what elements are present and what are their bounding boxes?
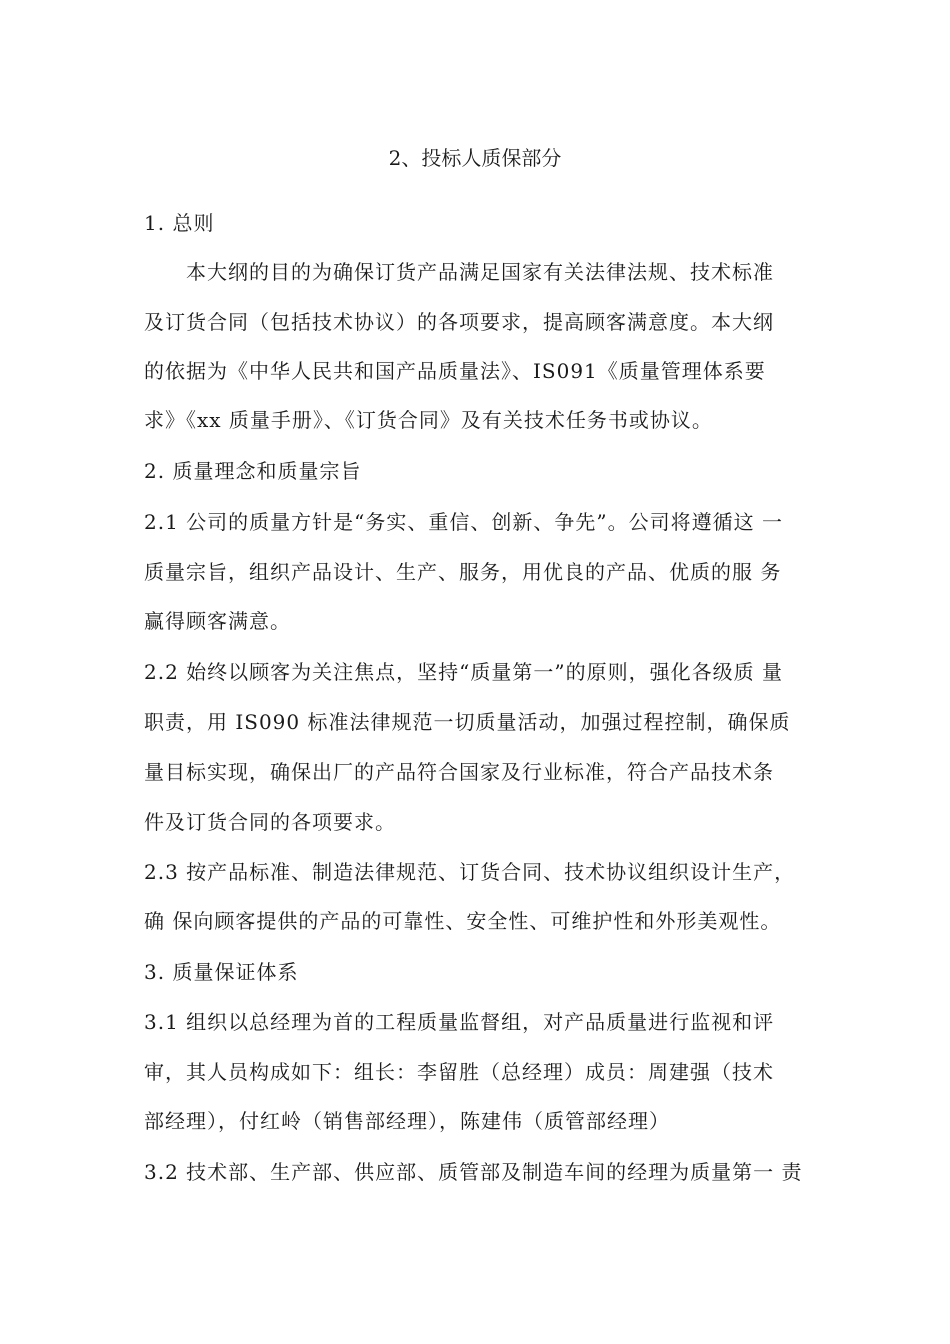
paragraph-line: 部经理），付红岭（销售部经理），陈建伟（质管部经理）: [144, 1109, 670, 1133]
paragraph-line: 及订货合同（包括技术协议）的各项要求，提高顾客满意度。本大纲: [144, 310, 774, 334]
paragraph-line: 质量宗旨，组织产品设计、生产、服务，用优良的产品、优质的服 务: [144, 560, 782, 584]
paragraph-line: 3.1 组织以总经理为首的工程质量监督组，对产品质量进行监视和评: [144, 1010, 775, 1034]
paragraph-line: 件及订货合同的各项要求。: [144, 810, 396, 834]
paragraph-line: 2.2 始终以顾客为关注焦点，坚持“质量第一”的原则，强化各级质 量: [144, 660, 783, 684]
section-title: 2、投标人质保部分: [388, 146, 562, 170]
paragraph-line: 职责，用 IS090 标准法律规范一切质量活动，加强过程控制，确保质: [144, 710, 791, 734]
heading-quality-concept: 2. 质量理念和质量宗旨: [144, 459, 362, 483]
paragraph-line: 求》《xx 质量手册》、《订货合同》及有关技术任务书或协议。: [144, 408, 713, 432]
paragraph-line: 确 保向顾客提供的产品的可靠性、安全性、可维护性和外形美观性。: [144, 909, 782, 933]
paragraph-line: 赢得顾客满意。: [144, 609, 291, 633]
heading-general: 1. 总则: [144, 211, 215, 235]
paragraph-line: 的依据为《中华人民共和国产品质量法》、IS091《质量管理体系要: [144, 359, 766, 383]
paragraph-line: 2.3 按产品标准、制造法律规范、订货合同、技术协议组织设计生产，: [144, 860, 796, 884]
paragraph-line: 量目标实现，确保出厂的产品符合国家及行业标准，符合产品技术条: [144, 760, 774, 784]
paragraph-line: 3.2 技术部、生产部、供应部、质管部及制造车间的经理为质量第一 责: [144, 1160, 803, 1184]
heading-quality-system: 3. 质量保证体系: [144, 960, 299, 984]
paragraph-line: 审，其人员构成如下：组长：李留胜（总经理）成员：周建强（技术: [144, 1060, 774, 1084]
paragraph-line: 2.1 公司的质量方针是“务实、重信、创新、争先”。公司将遵循这 一: [144, 510, 783, 534]
paragraph-line: 本大纲的目的为确保订货产品满足国家有关法律法规、技术标准: [186, 260, 774, 284]
